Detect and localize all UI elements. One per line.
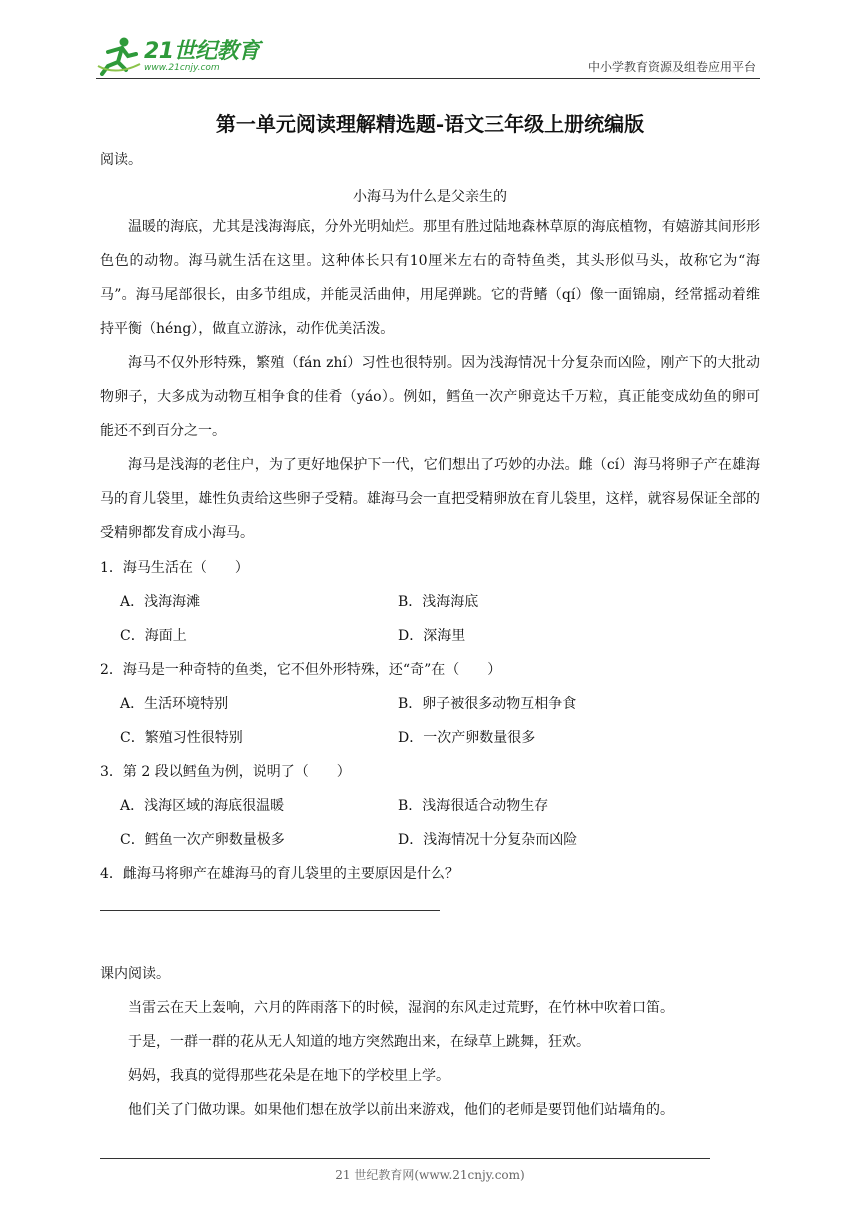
option-d[interactable]: D．浅海情况十分复杂而凶险: [398, 832, 578, 848]
option-b[interactable]: B．卵子被很多动物互相争食: [398, 696, 577, 712]
section-label: 课内阅读。: [100, 966, 170, 982]
option-a[interactable]: A．浅海海滩: [120, 594, 201, 610]
option-d[interactable]: D．一次产卵数量很多: [398, 730, 536, 746]
reading-line: 妈妈，我真的觉得那些花朵是在地下的学校里上学。: [128, 1068, 450, 1084]
option-c[interactable]: C．繁殖习性很特别: [120, 730, 243, 746]
platform-name: 中小学教育资源及组卷应用平台: [587, 60, 756, 74]
footer-text[interactable]: 21 世纪教育网(www.21cnjy.com): [335, 1168, 525, 1182]
question-stem: 4．雌海马将卵产在雄海马的育儿袋里的主要原因是什么？: [100, 866, 459, 882]
passage-paragraph: 海马不仅外形特殊，繁殖（fán zhí）习性也很特别。因为浅海情况十分复杂而凶险，刚产下的大批动物卵子，大多成为动物互相争食的佳肴（yáo）。例如，鳕鱼一次产卵竟达千万粒，真正能变成幼鱼的卵可能还不到百分之一。: [100, 355, 760, 439]
question-stem: 3．第 2 段以鳕鱼为例，说明了（ ）: [100, 764, 351, 780]
logo-subtext: www.21cnjy.com: [144, 63, 220, 73]
passage-paragraph: 温暖的海底，尤其是浅海海底，分外光明灿烂。那里有胜过陆地森林草原的海底植物，有嬉游其间形形色色的动物。海马就生活在这里。这种体长只有10厘米左右的奇特鱼类，其头形似马头，故称它为“海马”。海马尾部很长，由多节组成，并能灵活曲伸，用尾弹跳。它的背鳍（qí）像一面锦扇，经常摇动着维持平衡（héng），做直立游泳，动作优美活泼。: [100, 219, 760, 337]
question-stem: 1．海马生活在（ ）: [100, 560, 249, 576]
question-stem: 2．海马是一种奇特的鱼类，它不但外形特殊，还“奇”在（ ）: [100, 662, 502, 678]
page-title: 第一单元阅读理解精选题-语文三年级上册统编版: [215, 112, 645, 136]
site-logo: [96, 32, 266, 78]
option-b[interactable]: B．浅海海底: [398, 594, 479, 610]
option-a[interactable]: A．生活环境特别: [120, 696, 229, 712]
logo-text: 21世纪教育: [144, 39, 260, 64]
option-b[interactable]: B．浅海很适合动物生存: [398, 798, 549, 814]
answer-line[interactable]: [100, 910, 440, 911]
option-c[interactable]: C．海面上: [120, 628, 187, 644]
option-c[interactable]: C．鳕鱼一次产卵数量极多: [120, 832, 285, 848]
option-d[interactable]: D．深海里: [398, 628, 466, 644]
page-header: [96, 32, 760, 79]
reading-line: 于是，一群一群的花从无人知道的地方突然跑出来，在绿草上跳舞，狂欢。: [128, 1034, 590, 1050]
passage-paragraph: 海马是浅海的老住户，为了更好地保护下一代，它们想出了巧妙的办法。雌（cí）海马将卵子产在雄海马的育儿袋里，雄性负责给这些卵子受精。雄海马会一直把受精卵放在育儿袋里，这样，就容易保证全部的受精卵都发育成小海马。: [100, 457, 760, 541]
reading-line: 他们关了门做功课。如果他们想在放学以前出来游戏，他们的老师是要罚他们站墙角的。: [128, 1102, 674, 1118]
section-label: 阅读。: [100, 152, 142, 168]
option-a[interactable]: A．浅海区域的海底很温暖: [120, 798, 285, 814]
passage-title: 小海马为什么是父亲生的: [353, 189, 507, 205]
reading-line: 当雷云在天上轰响，六月的阵雨落下的时候，湿润的东风走过荒野，在竹林中吹着口笛。: [128, 1000, 674, 1016]
runner-logo-icon: [96, 36, 142, 76]
footer-divider: [100, 1158, 710, 1159]
